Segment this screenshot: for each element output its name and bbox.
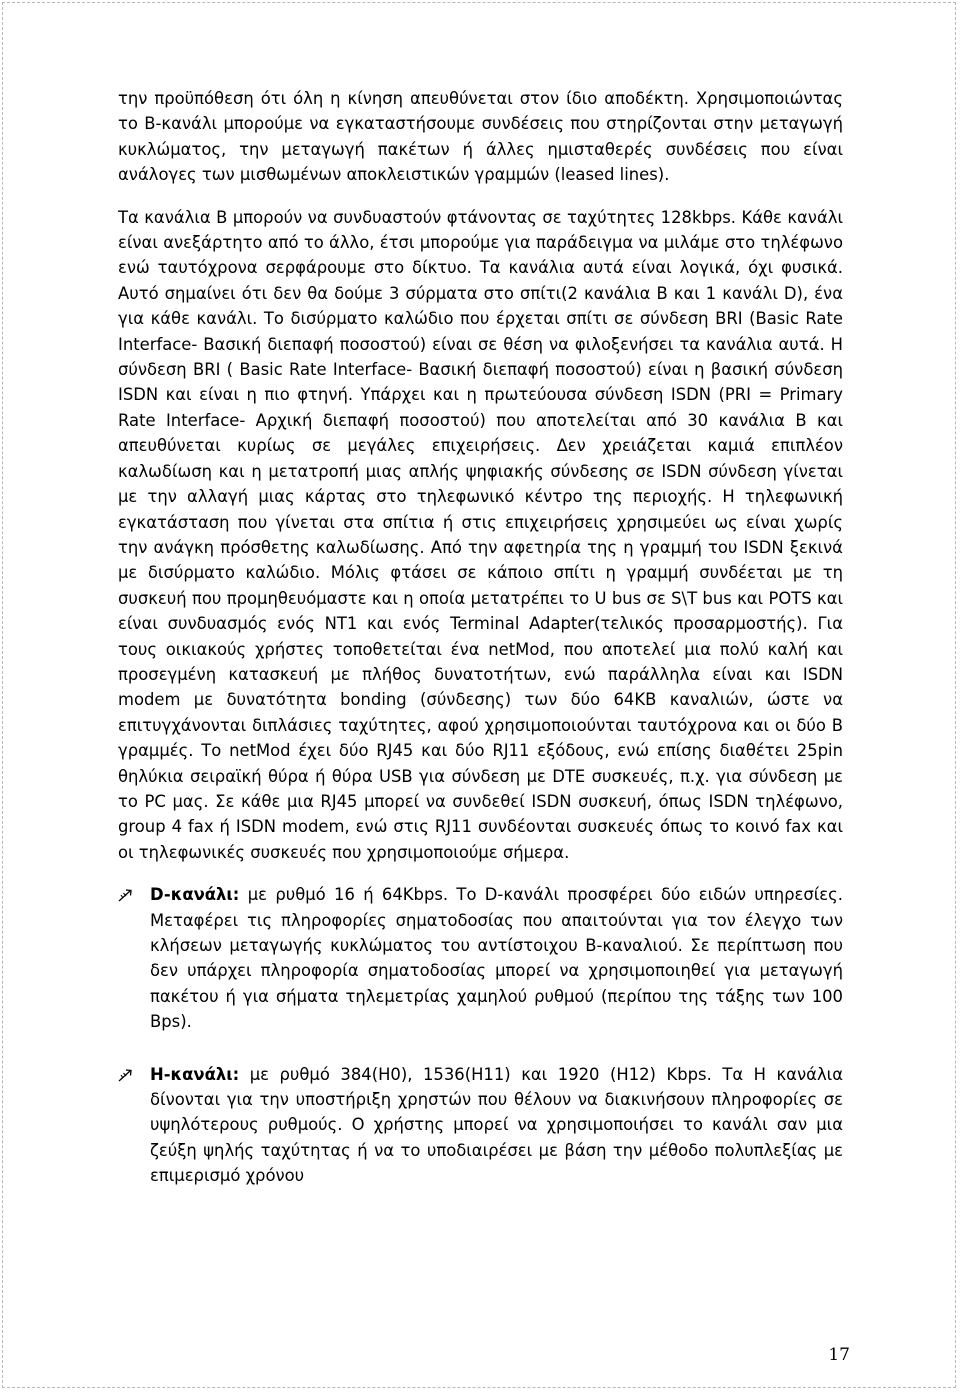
- list-item-h-channel: [118, 1062, 843, 1189]
- page-body: [118, 86, 843, 1216]
- term-h-channel: H-κανάλι:: [150, 1064, 240, 1084]
- wingdings-arrow-icon: [118, 1068, 136, 1082]
- term-d-channel: D-κανάλι:: [150, 885, 240, 905]
- wingdings-arrow-icon: [118, 888, 136, 902]
- description-h-channel: με ρυθμό 384(H0), 1536(H11) και 1920 (H12) Kbps. Τα Η κανάλια δίνονται για την υποστήριξη χρηστών που θέλουν να διακινήσουν πληροφορίες σε υψηλότερους ρυθμούς. Ο χρήστης μπορεί να χρησιμοποιήσει το κανάλι σαν μια ζεύξη ψηλής ταχύτητας ή να το υποδιαιρέσει με βάση την μέθοδο πολυπλεξίας με επιμερισμό χρόνου: [150, 1064, 843, 1186]
- page-number: 17: [828, 1345, 850, 1365]
- description-d-channel: με ρυθμό 16 ή 64Kbps. Το D-κανάλι προσφέρει δύο ειδών υπηρεσίες. Μεταφέρει τις πληροφορίες σηματοδοσίας που απαιτούνται για τον έλεγχο των κλήσεων μεταγωγής κυκλώματος του αντίστοιχου Β-καναλιού. Σε περίπτωση που δεν υπάρχει πληροφορία σηματοδοσίας μπορεί να χρησιμοποιηθεί για μεταγωγή πακέτου ή για σήματα τηλεμετρίας χαμηλού ρυθμού (περίπου της τάξης των 100 Bps).: [150, 885, 843, 1032]
- paragraph-continuation: την προϋπόθεση ότι όλη η κίνηση απευθύνεται στον ίδιο αποδέκτη. Χρησιμοποιώντας το Β-κανάλι μπορούμε να εγκαταστήσουμε συνδέσεις που στηρίζονται στην μεταγωγή κυκλώματος, την μεταγωγή πακέτων ή άλλες ημισταθερές συνδέσεις που είναι ανάλογες των μισθωμένων αποκλειστικών γραμμών (leased lines).: [118, 89, 843, 185]
- list-item-d-channel: [118, 882, 843, 1034]
- channel-list: [118, 882, 843, 1188]
- paragraph-b-channels: Τα κανάλια B μπορούν να συνδυαστούν φτάνοντας σε ταχύτητες 128kbps. Κάθε κανάλι είναι ανεξάρτητο από το άλλο, έτσι μπορούμε για παράδειγμα να μιλάμε στο τηλέφωνο ενώ ταυτόχρονα σερφάρουμε στο δίκτυο. Τα κανάλια αυτά είναι λογικά, όχι φυσικά. Αυτό σημαίνει ότι δεν θα δούμε 3 σύρματα στο σπίτι(2 κανάλια B και 1 κανάλι D), ένα για κάθε κανάλι. Το δισύρματο καλώδιο που έρχεται σπίτι σε σύνδεση BRI (Basic Rate Interface- Βασική διεπαφή ποσοστού) είναι σε θέση να φιλοξενήσει τα κανάλια αυτά. Η σύνδεση BRI ( Basic Rate Interface- Βασική διεπαφή ποσοστού) είναι η βασική σύνδεση ISDN και είναι η πιο φτηνή. Υπάρχει και η πρωτεύουσα σύνδεση ISDN (PRI = Primary Rate Interface- Αρχική διεπαφή ποσοστού) που αποτελείται από 30 κανάλια B και απευθύνεται κυρίως σε μεγάλες επιχειρήσεις. Δεν χρειάζεται καμιά επιπλέον καλωδίωση και η μετατροπή μιας απλής ψηφιακής σύνδεσης σε ISDN σύνδεση γίνεται με την αλλαγή μιας κάρτας στο τηλεφωνικό κέντρο της περιοχής. Η τηλεφωνική εγκατάσταση που γίνεται στα σπίτια ή στις επιχειρήσεις χρησιμεύει ως είναι χωρίς την ανάγκη πρόσθετης καλωδίωσης. Από την αφετηρία της η γραμμή του ISDN ξεκινά με δισύρματο καλώδιο. Μόλις φτάσει σε κάποιο σπίτι η γραμμή συνδέεται με τη συσκευή που προμηθευόμαστε και η οποία μετατρέπει το U bus σε S\T bus και POTS και είναι συνδυασμός ενός NT1 και ενός Terminal Adapter(τελικός προσαρμοστής). Για τους οικιακούς χρήστες τοποθετείται ένα netMod, που αποτελεί μια πολύ καλή και προσεγμένη κατασκευή με πλήθος δυνατοτήτων, ενώ παράλληλα είναι και ISDN modem με δυνατότητα bonding (σύνδεσης) των δύο 64KB καναλιών, ώστε να επιτυγχάνονται διπλάσιες ταχύτητες, αφού χρησιμοποιούνται ταυτόχρονα και οι δύο B γραμμές. Το netMod έχει δύο RJ45 και δύο RJ11 εξόδους, ενώ επίσης διαθέτει 25pin θηλύκια σειραϊκή θύρα ή θύρα USB για σύνδεση με DTE συσκευές, π.χ. για σύνδεση με το PC μας. Σε κάθε μια RJ45 μπορεί να συνδεθεί ISDN συσκευή, όπως ISDN τηλέφωνο, group 4 fax ή ISDN modem, ενώ στις RJ11 συνδέονται συσκευές όπως το κοινό fax και οι τηλεφωνικές συσκευές που χρησιμοποιούμε σήμερα.: [118, 207, 843, 862]
